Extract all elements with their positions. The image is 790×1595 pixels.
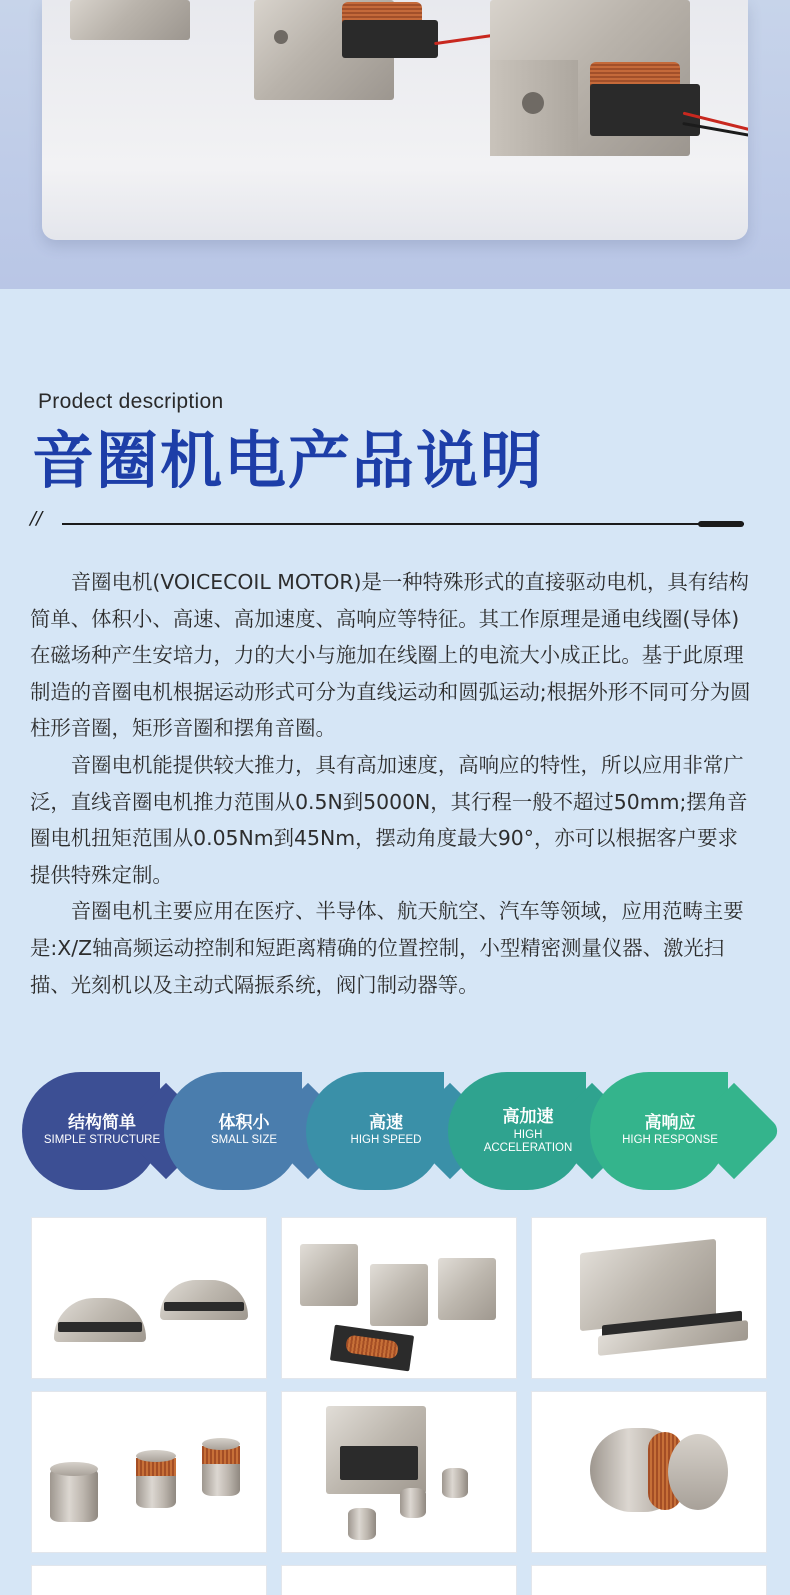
description-body: [30, 564, 752, 1003]
feature-en: SIMPLE STRUCTURE: [43, 1134, 161, 1146]
motor-pcb-right: [590, 84, 700, 136]
motor-block-left: [70, 0, 190, 40]
description-paragraph: 音圈电机主要应用在医疗、半导体、航天航空、汽车等领域，应用范畴主要是:X/Z轴高频运动控制和短距离精确的位置控制，小型精密测量仪器、激光扫描、光刻机以及主动式隔振系统，阀门制动器等。: [30, 899, 744, 997]
product-card[interactable]: [531, 1217, 767, 1379]
divider-slash: //: [30, 508, 43, 529]
feature-en: HIGH RESPONSE: [622, 1134, 718, 1146]
description-title-en: Prodect description: [38, 390, 224, 413]
feature-cn: 高响应: [644, 1113, 696, 1133]
product-card-partial: [281, 1565, 517, 1595]
feature-cn: 高速: [369, 1113, 403, 1133]
product-card-partial: [531, 1565, 767, 1595]
product-card[interactable]: [531, 1391, 767, 1553]
feature-cn: 高加速: [502, 1107, 554, 1127]
feature-en: HIGH SPEED: [350, 1134, 422, 1146]
product-card[interactable]: [31, 1391, 267, 1553]
divider-line: [62, 523, 744, 525]
description-title-cn: 音圈机电产品说明: [32, 424, 545, 497]
divider-accent: [698, 521, 744, 527]
feature-badge-high-response: [590, 1072, 758, 1190]
product-card-partial: [31, 1565, 267, 1595]
product-card[interactable]: [31, 1217, 267, 1379]
hero-banner: [0, 0, 790, 289]
wire-red: [434, 34, 494, 45]
product-card[interactable]: [281, 1391, 517, 1553]
product-card[interactable]: [281, 1217, 517, 1379]
feature-en-line: HIGH: [513, 1129, 543, 1141]
description-paragraph: 音圈电机(VOICECOIL MOTOR)是一种特殊形式的直接驱动电机，具有结构简单、体积小、高速、高加速度、高响应等特征。其工作原理是通电线圈(导体)在磁场种产生安培力，力的大小与施加在线圈上的电流大小成正比。基于此原理制造的音圈电机根据运动形式可分为直线运动和圆弧运动;根据外形不同可分为圆柱形音圈，矩形音圈和摆角音圈。: [30, 570, 751, 741]
feature-en: [448, 1129, 608, 1155]
motor-pcb-middle: [342, 20, 438, 58]
feature-cn: 体积小: [218, 1113, 270, 1133]
feature-cn: 结构简单: [68, 1113, 136, 1133]
feature-en: SMALL SIZE: [210, 1134, 278, 1146]
feature-en-line: ACCELERATION: [483, 1142, 573, 1154]
hero-product-photo: [42, 0, 748, 240]
description-paragraph: 音圈电机能提供较大推力，具有高加速度，高响应的特性，所以应用非常广泛，直线音圈电机推力范围从0.5N到5000N，其行程一般不超过50mm;摆角音圈电机扭矩范围从0.05Nm到45Nm，摆动角度最大90°，亦可以根据客户要求提供特殊定制。: [30, 752, 748, 887]
feature-badges: [22, 1072, 782, 1190]
